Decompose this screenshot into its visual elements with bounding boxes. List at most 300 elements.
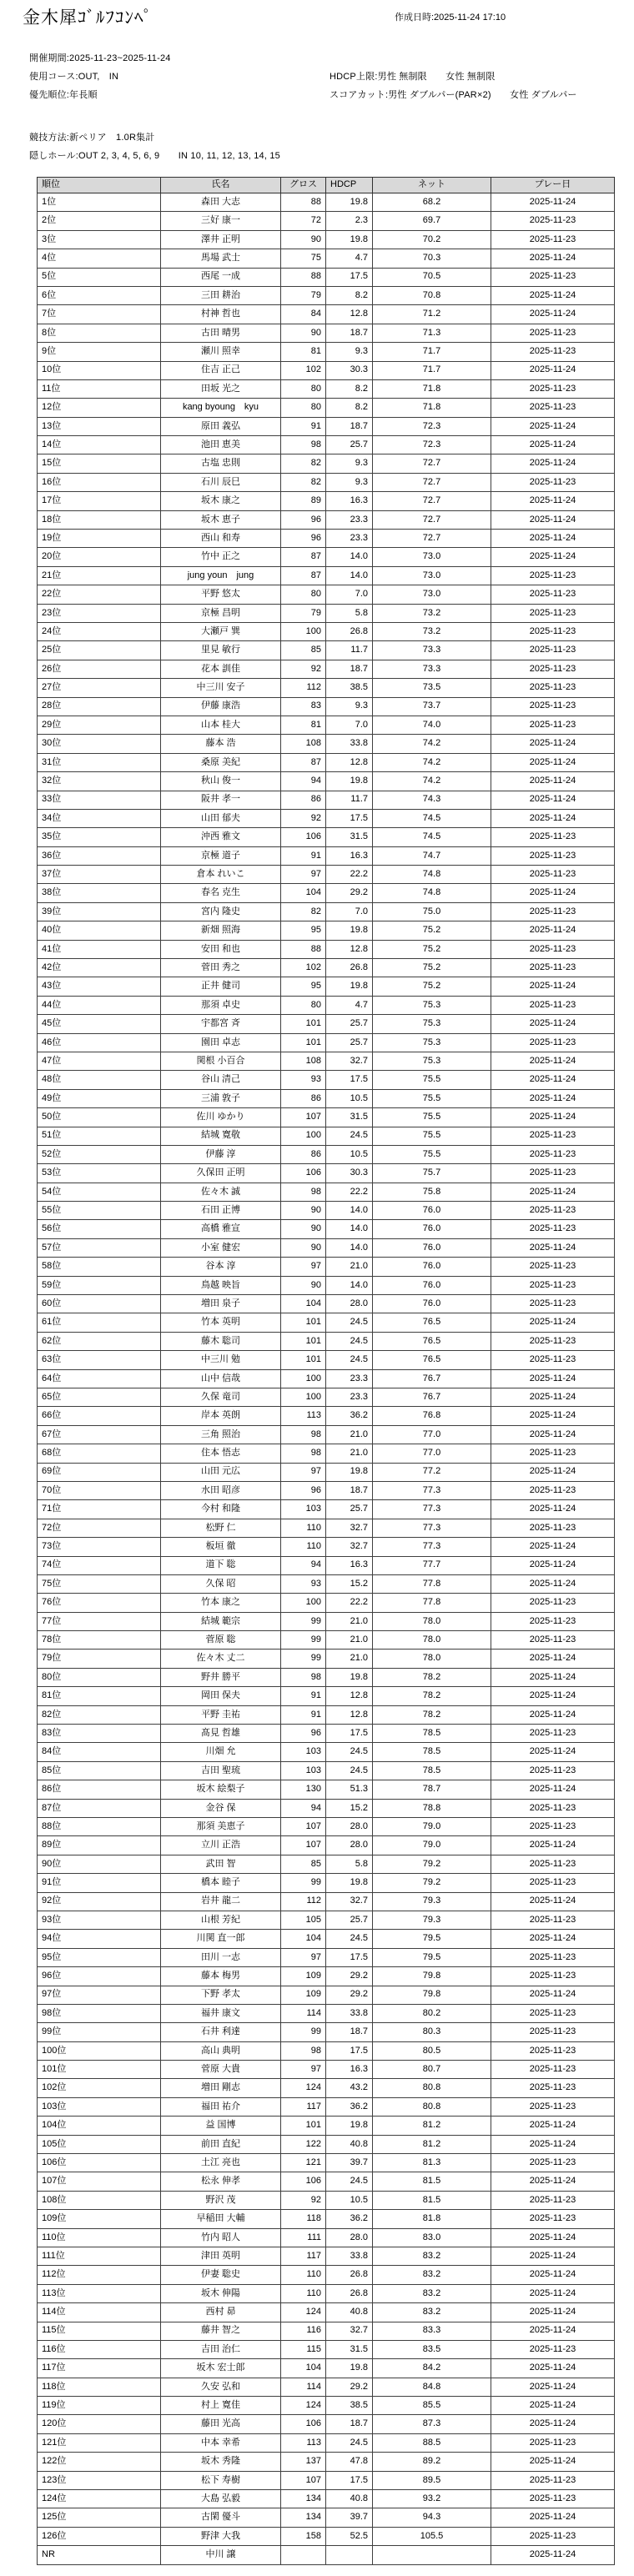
cell-net: 75.5 xyxy=(373,1071,491,1089)
cell-date: 2025-11-24 xyxy=(491,492,615,510)
cell-hdcp: 17.5 xyxy=(326,1948,373,1966)
cell-date: 2025-11-24 xyxy=(491,2453,615,2471)
cell-gross: 107 xyxy=(281,1836,326,1855)
cell-hdcp xyxy=(326,2546,373,2564)
cell-name: jung youn jung xyxy=(161,566,281,585)
cell-hdcp: 4.7 xyxy=(326,249,373,268)
cell-name: 久安 弘和 xyxy=(161,2378,281,2396)
table-row xyxy=(38,866,615,884)
cell-date: 2025-11-24 xyxy=(491,1369,615,1388)
cell-gross: 117 xyxy=(281,2097,326,2116)
cell-date: 2025-11-23 xyxy=(491,1725,615,1743)
cell-rank: 93位 xyxy=(38,1911,161,1929)
cell-net: 78.0 xyxy=(373,1612,491,1630)
cell-net: 77.3 xyxy=(373,1538,491,1556)
cell-gross: 105 xyxy=(281,1911,326,1929)
cell-net: 81.8 xyxy=(373,2210,491,2228)
cell-name: 結城 寛敬 xyxy=(161,1127,281,1145)
cell-hdcp: 18.7 xyxy=(326,2415,373,2433)
cell-net: 71.8 xyxy=(373,399,491,417)
table-row xyxy=(38,1145,615,1163)
cell-date: 2025-11-24 xyxy=(491,753,615,771)
cell-name: 倉本 れいこ xyxy=(161,866,281,884)
table-row xyxy=(38,1911,615,1929)
cell-gross: 94 xyxy=(281,1799,326,1817)
cell-name: 大島 弘毅 xyxy=(161,2490,281,2508)
cell-hdcp: 24.5 xyxy=(326,1332,373,1350)
cell-date: 2025-11-23 xyxy=(491,1761,615,1780)
table-row xyxy=(38,1052,615,1070)
table-row xyxy=(38,2433,615,2452)
cell-net: 76.7 xyxy=(373,1369,491,1388)
cell-gross: 80 xyxy=(281,996,326,1014)
cell-rank: 125位 xyxy=(38,2508,161,2527)
cell-date: 2025-11-23 xyxy=(491,230,615,249)
cell-name: 伊妻 聡史 xyxy=(161,2266,281,2284)
cell-name: 石川 辰巳 xyxy=(161,473,281,491)
table-header-row xyxy=(38,178,615,193)
cell-name: kang byoung kyu xyxy=(161,399,281,417)
cell-name: 橋本 睦子 xyxy=(161,1874,281,1892)
cell-net: 72.7 xyxy=(373,492,491,510)
cell-gross: 90 xyxy=(281,324,326,342)
cell-gross: 116 xyxy=(281,2322,326,2340)
table-row xyxy=(38,772,615,791)
cell-date: 2025-11-23 xyxy=(491,1612,615,1630)
cell-name: 大瀬戸 巽 xyxy=(161,622,281,640)
table-row xyxy=(38,2023,615,2041)
cell-rank: 66位 xyxy=(38,1407,161,1425)
cell-hdcp: 28.0 xyxy=(326,1817,373,1835)
cell-hdcp: 9.3 xyxy=(326,473,373,491)
cell-name: 平野 悠太 xyxy=(161,585,281,604)
cell-rank: 118位 xyxy=(38,2378,161,2396)
cell-hdcp: 25.7 xyxy=(326,436,373,454)
cell-name: 安田 和也 xyxy=(161,940,281,958)
cell-name: 田川 一志 xyxy=(161,1948,281,1966)
table-row xyxy=(38,1874,615,1892)
cell-date: 2025-11-24 xyxy=(491,2247,615,2265)
cell-gross: 89 xyxy=(281,492,326,510)
cell-date: 2025-11-23 xyxy=(491,343,615,361)
cell-net: 70.3 xyxy=(373,249,491,268)
cell-hdcp: 5.8 xyxy=(326,604,373,622)
cell-date: 2025-11-23 xyxy=(491,1351,615,1369)
cell-hdcp: 25.7 xyxy=(326,1015,373,1033)
table-row xyxy=(38,1127,615,1145)
cell-rank: 79位 xyxy=(38,1650,161,1668)
cell-net: 76.0 xyxy=(373,1238,491,1257)
cell-hdcp: 52.5 xyxy=(326,2527,373,2545)
cell-net: 79.0 xyxy=(373,1817,491,1835)
cell-rank: 23位 xyxy=(38,604,161,622)
cell-net: 78.5 xyxy=(373,1743,491,1761)
cell-net: 79.2 xyxy=(373,1874,491,1892)
cell-name: 福田 祐介 xyxy=(161,2097,281,2116)
cell-name: 坂木 宏士郎 xyxy=(161,2359,281,2378)
table-row xyxy=(38,884,615,902)
cell-gross: 113 xyxy=(281,2433,326,2452)
cell-hdcp: 17.5 xyxy=(326,2041,373,2060)
cell-gross: 110 xyxy=(281,1519,326,1537)
table-row xyxy=(38,1761,615,1780)
cell-hdcp: 31.5 xyxy=(326,828,373,846)
cell-rank: 54位 xyxy=(38,1183,161,1201)
cell-rank: 90位 xyxy=(38,1855,161,1873)
cell-gross: 85 xyxy=(281,641,326,660)
cell-hdcp: 19.8 xyxy=(326,2117,373,2135)
cell-hdcp: 32.7 xyxy=(326,1519,373,1537)
cell-net xyxy=(373,2546,491,2564)
cell-date: 2025-11-24 xyxy=(491,735,615,753)
cell-name: 川畑 允 xyxy=(161,1743,281,1761)
cell-date: 2025-11-23 xyxy=(491,846,615,865)
cell-net: 72.7 xyxy=(373,454,491,473)
cell-gross: 99 xyxy=(281,2023,326,2041)
table-row xyxy=(38,585,615,604)
cell-net: 88.5 xyxy=(373,2433,491,2452)
table-row xyxy=(38,2097,615,2116)
cell-hdcp: 30.3 xyxy=(326,1164,373,1183)
cell-name: 住吉 正己 xyxy=(161,361,281,379)
cell-rank: 27位 xyxy=(38,679,161,697)
cell-hdcp: 21.0 xyxy=(326,1631,373,1650)
cell-name: 山田 郁夫 xyxy=(161,809,281,827)
table-row xyxy=(38,1238,615,1257)
table-row xyxy=(38,1725,615,1743)
cell-name: 武田 智 xyxy=(161,1855,281,1873)
cell-gross: 97 xyxy=(281,866,326,884)
cell-hdcp: 15.2 xyxy=(326,1574,373,1593)
cell-rank: 80位 xyxy=(38,1668,161,1686)
cell-gross: 100 xyxy=(281,622,326,640)
cell-name: 津田 英明 xyxy=(161,2247,281,2265)
cell-rank: 89位 xyxy=(38,1836,161,1855)
table-row xyxy=(38,1836,615,1855)
cell-hdcp: 10.5 xyxy=(326,1089,373,1107)
cell-date: 2025-11-23 xyxy=(491,585,615,604)
cell-name: 野津 大我 xyxy=(161,2527,281,2545)
cell-gross: 95 xyxy=(281,977,326,996)
cell-rank: 46位 xyxy=(38,1033,161,1052)
cell-rank: 2位 xyxy=(38,212,161,230)
cell-hdcp: 7.0 xyxy=(326,585,373,604)
cell-net: 78.2 xyxy=(373,1705,491,1724)
cell-net: 80.8 xyxy=(373,2079,491,2097)
cell-hdcp: 30.3 xyxy=(326,361,373,379)
cell-date: 2025-11-23 xyxy=(491,2340,615,2358)
cell-rank: 94位 xyxy=(38,1930,161,1948)
cell-net: 79.5 xyxy=(373,1948,491,1966)
table-row xyxy=(38,996,615,1014)
cell-date: 2025-11-24 xyxy=(491,977,615,996)
cell-rank: 33位 xyxy=(38,791,161,809)
cell-gross: 98 xyxy=(281,1183,326,1201)
cell-gross: 90 xyxy=(281,230,326,249)
column-header-gross: グロス xyxy=(281,178,326,193)
cell-name: 土江 亮也 xyxy=(161,2154,281,2172)
table-row xyxy=(38,1538,615,1556)
cell-date: 2025-11-23 xyxy=(491,697,615,716)
cell-date: 2025-11-24 xyxy=(491,305,615,324)
cell-gross: 103 xyxy=(281,1743,326,1761)
cell-rank: 28位 xyxy=(38,697,161,716)
cell-hdcp: 43.2 xyxy=(326,2079,373,2097)
cell-net: 75.2 xyxy=(373,959,491,977)
cell-hdcp: 2.3 xyxy=(326,212,373,230)
cell-date: 2025-11-24 xyxy=(491,1015,615,1033)
cell-date: 2025-11-24 xyxy=(491,1388,615,1407)
cell-name: 菅原 聡 xyxy=(161,1631,281,1650)
cell-gross: 100 xyxy=(281,1127,326,1145)
cell-rank: 29位 xyxy=(38,716,161,734)
cell-name: 山中 信哉 xyxy=(161,1369,281,1388)
cell-name: 吉田 聖琉 xyxy=(161,1761,281,1780)
cell-date: 2025-11-24 xyxy=(491,791,615,809)
cell-net: 77.7 xyxy=(373,1556,491,1574)
table-row xyxy=(38,2508,615,2527)
cell-net: 75.2 xyxy=(373,921,491,940)
cell-gross: 112 xyxy=(281,1892,326,1911)
cell-hdcp: 18.7 xyxy=(326,1481,373,1499)
cell-date: 2025-11-23 xyxy=(491,604,615,622)
competition-title: 金木犀ｺﾞﾙﾌｺﾝﾍﾟ xyxy=(23,8,153,28)
cell-hdcp: 24.5 xyxy=(326,2433,373,2452)
cell-name: 三好 康一 xyxy=(161,212,281,230)
table-row xyxy=(38,1313,615,1332)
cell-hdcp: 29.2 xyxy=(326,1967,373,1986)
cell-rank: 121位 xyxy=(38,2433,161,2452)
cell-gross: 82 xyxy=(281,902,326,921)
table-row xyxy=(38,940,615,958)
cell-rank: 108位 xyxy=(38,2191,161,2209)
cell-rank: 14位 xyxy=(38,436,161,454)
cell-rank: 20位 xyxy=(38,548,161,566)
table-row xyxy=(38,1407,615,1425)
cell-net: 76.5 xyxy=(373,1332,491,1350)
cell-gross: 100 xyxy=(281,1369,326,1388)
cell-rank: 119位 xyxy=(38,2397,161,2415)
cell-net: 77.2 xyxy=(373,1463,491,1481)
table-row xyxy=(38,959,615,977)
cell-net: 76.7 xyxy=(373,1388,491,1407)
cell-hdcp: 21.0 xyxy=(326,1258,373,1276)
cell-gross: 106 xyxy=(281,828,326,846)
created-datetime: 作成日時:2025-11-24 17:10 xyxy=(395,13,506,23)
cell-rank: 60位 xyxy=(38,1295,161,1313)
table-row xyxy=(38,1332,615,1350)
cell-gross xyxy=(281,2546,326,2564)
table-row xyxy=(38,1351,615,1369)
cell-gross: 99 xyxy=(281,1612,326,1630)
cell-net: 74.5 xyxy=(373,809,491,827)
cell-hdcp: 12.8 xyxy=(326,753,373,771)
cell-date: 2025-11-23 xyxy=(491,1444,615,1463)
cell-name: 坂木 絵梨子 xyxy=(161,1780,281,1799)
cell-gross: 107 xyxy=(281,2471,326,2489)
cell-name: 中三川 安子 xyxy=(161,679,281,697)
cell-gross: 107 xyxy=(281,1108,326,1127)
cell-name: 正井 健司 xyxy=(161,977,281,996)
cell-date: 2025-11-24 xyxy=(491,1650,615,1668)
cell-hdcp: 24.5 xyxy=(326,1930,373,1948)
table-row xyxy=(38,473,615,491)
cell-net: 75.2 xyxy=(373,977,491,996)
cell-gross: 86 xyxy=(281,791,326,809)
cell-gross: 92 xyxy=(281,660,326,678)
cell-hdcp: 16.3 xyxy=(326,2061,373,2079)
cell-net: 75.3 xyxy=(373,1052,491,1070)
cell-date: 2025-11-24 xyxy=(491,436,615,454)
cell-gross: 101 xyxy=(281,2117,326,2135)
cell-date: 2025-11-24 xyxy=(491,510,615,529)
table-row xyxy=(38,1967,615,1986)
cell-net: 75.5 xyxy=(373,1108,491,1127)
cell-gross: 110 xyxy=(281,1538,326,1556)
cell-gross: 99 xyxy=(281,1874,326,1892)
cell-name: 古閑 優斗 xyxy=(161,2508,281,2527)
cell-net: 69.7 xyxy=(373,212,491,230)
cell-hdcp: 24.5 xyxy=(326,1127,373,1145)
cell-name: 京極 昌明 xyxy=(161,604,281,622)
cell-rank: 5位 xyxy=(38,268,161,286)
cell-name: 坂木 康之 xyxy=(161,492,281,510)
table-row xyxy=(38,828,615,846)
cell-net: 73.0 xyxy=(373,566,491,585)
cell-hdcp: 31.5 xyxy=(326,1108,373,1127)
cell-rank: 81位 xyxy=(38,1687,161,1705)
cell-rank: 64位 xyxy=(38,1369,161,1388)
cell-gross: 137 xyxy=(281,2453,326,2471)
cell-gross: 96 xyxy=(281,510,326,529)
cell-name: 伊藤 淳 xyxy=(161,1145,281,1163)
table-row xyxy=(38,1986,615,2004)
table-row xyxy=(38,1276,615,1294)
cell-rank: 32位 xyxy=(38,772,161,791)
cell-hdcp: 9.3 xyxy=(326,697,373,716)
cell-net: 75.5 xyxy=(373,1089,491,1107)
table-row xyxy=(38,2172,615,2191)
cell-gross: 92 xyxy=(281,809,326,827)
info-event-period: 開催期間:2025-11-23~2025-11-24 xyxy=(29,53,171,63)
cell-gross: 100 xyxy=(281,1594,326,1612)
cell-net: 80.8 xyxy=(373,2097,491,2116)
info-competition-method: 競技方法:新ペリア 1.0R集計 xyxy=(29,133,155,143)
cell-gross: 106 xyxy=(281,2172,326,2191)
cell-date: 2025-11-23 xyxy=(491,679,615,697)
table-row xyxy=(38,2471,615,2489)
column-header-rank: 順位 xyxy=(38,178,161,193)
table-row xyxy=(38,2135,615,2153)
table-row xyxy=(38,604,615,622)
table-row xyxy=(38,1817,615,1835)
cell-date: 2025-11-23 xyxy=(491,1481,615,1499)
cell-date: 2025-11-24 xyxy=(491,1574,615,1593)
cell-gross: 90 xyxy=(281,1202,326,1220)
cell-name: 西尾 一成 xyxy=(161,268,281,286)
cell-net: 74.7 xyxy=(373,846,491,865)
cell-date: 2025-11-24 xyxy=(491,2303,615,2322)
cell-net: 75.5 xyxy=(373,1145,491,1163)
cell-net: 76.0 xyxy=(373,1276,491,1294)
cell-hdcp: 24.5 xyxy=(326,1743,373,1761)
cell-net: 84.8 xyxy=(373,2378,491,2396)
table-row xyxy=(38,324,615,342)
cell-rank: 6位 xyxy=(38,286,161,304)
cell-rank: 7位 xyxy=(38,305,161,324)
cell-name: 早稲田 大輔 xyxy=(161,2210,281,2228)
cell-net: 75.2 xyxy=(373,940,491,958)
cell-rank: 35位 xyxy=(38,828,161,846)
cell-net: 81.2 xyxy=(373,2117,491,2135)
table-row xyxy=(38,1948,615,1966)
cell-hdcp: 19.8 xyxy=(326,977,373,996)
table-row xyxy=(38,1650,615,1668)
cell-rank: 96位 xyxy=(38,1967,161,1986)
cell-date: 2025-11-24 xyxy=(491,2415,615,2433)
cell-date: 2025-11-23 xyxy=(491,940,615,958)
cell-gross: 102 xyxy=(281,361,326,379)
cell-name: 花本 訓佳 xyxy=(161,660,281,678)
cell-rank: 104位 xyxy=(38,2117,161,2135)
cell-hdcp: 17.5 xyxy=(326,809,373,827)
cell-gross: 82 xyxy=(281,473,326,491)
cell-hdcp: 21.0 xyxy=(326,1444,373,1463)
cell-name: 三田 耕治 xyxy=(161,286,281,304)
cell-net: 77.0 xyxy=(373,1444,491,1463)
cell-net: 80.7 xyxy=(373,2061,491,2079)
cell-rank: 109位 xyxy=(38,2210,161,2228)
cell-rank: 72位 xyxy=(38,1519,161,1537)
cell-hdcp: 26.8 xyxy=(326,622,373,640)
cell-net: 72.3 xyxy=(373,436,491,454)
cell-gross: 81 xyxy=(281,716,326,734)
cell-name: 菅原 大貴 xyxy=(161,2061,281,2079)
cell-net: 74.5 xyxy=(373,828,491,846)
cell-rank: 76位 xyxy=(38,1594,161,1612)
cell-gross: 82 xyxy=(281,454,326,473)
cell-date: 2025-11-24 xyxy=(491,1668,615,1686)
cell-gross: 80 xyxy=(281,585,326,604)
cell-name: 石井 利達 xyxy=(161,2023,281,2041)
table-row xyxy=(38,417,615,435)
cell-hdcp: 7.0 xyxy=(326,716,373,734)
cell-rank: 18位 xyxy=(38,510,161,529)
cell-rank: 13位 xyxy=(38,417,161,435)
cell-name: 里見 敏行 xyxy=(161,641,281,660)
table-row xyxy=(38,1183,615,1201)
cell-name: 岡田 保夫 xyxy=(161,1687,281,1705)
cell-gross: 99 xyxy=(281,1631,326,1650)
cell-date: 2025-11-23 xyxy=(491,566,615,585)
cell-hdcp: 14.0 xyxy=(326,566,373,585)
cell-date: 2025-11-23 xyxy=(491,2191,615,2209)
cell-hdcp: 29.2 xyxy=(326,884,373,902)
cell-gross: 110 xyxy=(281,2284,326,2302)
cell-hdcp: 21.0 xyxy=(326,1612,373,1630)
cell-gross: 158 xyxy=(281,2527,326,2545)
cell-hdcp: 29.2 xyxy=(326,2378,373,2396)
cell-hdcp: 32.7 xyxy=(326,1892,373,1911)
table-row xyxy=(38,268,615,286)
table-row xyxy=(38,921,615,940)
cell-gross: 98 xyxy=(281,1444,326,1463)
cell-net: 78.5 xyxy=(373,1725,491,1743)
cell-gross: 88 xyxy=(281,268,326,286)
cell-hdcp: 17.5 xyxy=(326,1725,373,1743)
cell-net: 73.0 xyxy=(373,585,491,604)
cell-rank: 70位 xyxy=(38,1481,161,1499)
